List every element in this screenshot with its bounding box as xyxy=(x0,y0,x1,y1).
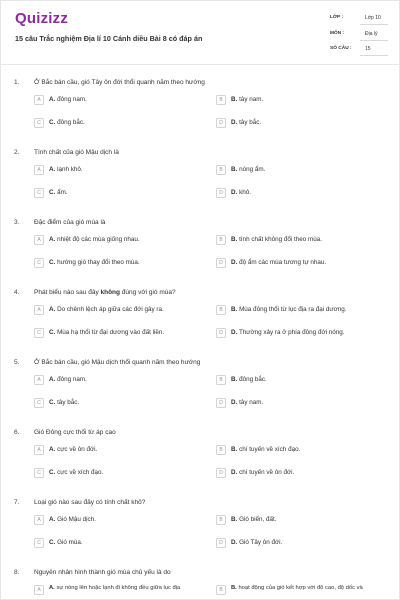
option-prefix: D. xyxy=(231,259,238,266)
count-value: 15 xyxy=(365,46,371,52)
question-7 xyxy=(0,499,400,569)
subject-underline xyxy=(360,40,388,41)
question-text: Nguyên nhân hình thành gió mùa chủ yếu là do xyxy=(34,569,171,576)
question-number: 2. xyxy=(14,149,20,156)
option-a[interactable] xyxy=(34,305,164,317)
option-prefix: D. xyxy=(231,399,238,406)
option-text: ẩm. xyxy=(57,189,68,196)
option-prefix: C. xyxy=(49,119,56,126)
subject-label: MÔN : xyxy=(330,31,345,36)
question-text: Ở Bắc bán cầu, gió Tây ôn đới thổi quanh năm theo hướng xyxy=(34,79,205,86)
option-text: Gió biển, đất. xyxy=(239,516,277,523)
option-prefix: A. xyxy=(49,376,56,383)
question-text: Loại gió nào sau đây có tính chất khô? xyxy=(34,499,146,506)
option-letter-box: C xyxy=(34,188,44,198)
option-text: độ ẩm các mùa tương tự nhau. xyxy=(239,259,327,266)
option-text: hoạt động của gió kết hợp với độ cao, độ dốc và xyxy=(238,585,363,591)
option-letter-box: D xyxy=(216,538,226,548)
option-prefix: B. xyxy=(231,306,238,313)
option-prefix: D. xyxy=(231,119,238,126)
option-prefix: C. xyxy=(49,189,56,196)
question-text: Gió Đông cực thổi từ áp cao xyxy=(34,429,116,436)
option-prefix: A. xyxy=(49,446,56,453)
option-letter-box: A xyxy=(34,95,44,105)
question-5 xyxy=(0,359,400,429)
option-d[interactable] xyxy=(216,188,251,200)
option-a[interactable] xyxy=(34,515,96,527)
option-text: tính chất không đổi theo mùa. xyxy=(239,236,323,243)
option-letter-box: D xyxy=(216,188,226,198)
option-text: đông nam. xyxy=(57,96,87,103)
option-text: sự nóng lên hoặc lạnh đi không đều giữa lục địa xyxy=(56,585,181,591)
option-prefix: D. xyxy=(231,539,238,546)
option-text: nóng ẩm. xyxy=(239,166,266,173)
option-text: Gió mùa. xyxy=(57,539,83,546)
question-text: Tính chất của gió Mậu dịch là xyxy=(34,149,119,156)
option-prefix: C. xyxy=(49,539,56,546)
question-number: 6. xyxy=(14,429,20,436)
option-letter-box: B xyxy=(216,165,226,175)
option-letter-box: A xyxy=(34,165,44,175)
question-number: 7. xyxy=(14,499,20,506)
question-1 xyxy=(0,79,400,149)
option-b[interactable] xyxy=(216,235,322,247)
option-prefix: A. xyxy=(49,585,55,591)
option-letter-box: D xyxy=(216,468,226,478)
option-a[interactable] xyxy=(34,165,83,177)
option-letter-box: A xyxy=(34,585,44,595)
option-d[interactable] xyxy=(216,538,282,550)
option-c[interactable] xyxy=(34,258,140,270)
option-a[interactable] xyxy=(34,585,209,597)
option-letter-box: B xyxy=(216,445,226,455)
option-b[interactable] xyxy=(216,305,347,317)
question-number: 3. xyxy=(14,219,20,226)
question-number: 1. xyxy=(14,79,20,86)
option-d[interactable] xyxy=(216,468,294,480)
question-4 xyxy=(0,289,400,359)
option-letter-box: B xyxy=(216,375,226,385)
option-prefix: B. xyxy=(231,376,238,383)
option-text: chí tuyến về ôn đới. xyxy=(239,469,295,476)
option-prefix: B. xyxy=(231,516,238,523)
option-a[interactable] xyxy=(34,375,87,387)
question-8 xyxy=(0,569,400,600)
option-letter-box: C xyxy=(34,118,44,128)
option-letter-box: B xyxy=(216,235,226,245)
option-text: đông nam. xyxy=(57,376,87,383)
option-d[interactable] xyxy=(216,398,263,410)
option-text: tây nam. xyxy=(239,399,264,406)
option-letter-box: B xyxy=(216,585,226,595)
question-3 xyxy=(0,219,400,289)
question-6 xyxy=(0,429,400,499)
option-prefix: C. xyxy=(49,469,56,476)
option-b[interactable] xyxy=(216,515,277,527)
option-b[interactable] xyxy=(216,375,267,387)
option-c[interactable] xyxy=(34,398,79,410)
option-text: Thường xảy ra ở phía đông đới nóng. xyxy=(238,329,345,336)
option-text: hướng gió thay đổi theo mùa. xyxy=(57,259,140,266)
option-a[interactable] xyxy=(34,445,97,457)
option-letter-box: C xyxy=(34,468,44,478)
class-label: LỚP : xyxy=(330,15,344,20)
option-letter-box: D xyxy=(216,398,226,408)
option-prefix: B. xyxy=(231,236,238,243)
option-letter-box: D xyxy=(216,118,226,128)
option-text: tây bắc. xyxy=(57,399,80,406)
option-prefix: D. xyxy=(231,329,238,336)
option-prefix: B. xyxy=(231,446,238,453)
option-text: chí tuyến về xích đạo. xyxy=(239,446,301,453)
option-prefix: A. xyxy=(49,166,56,173)
option-text: cực về xích đạo. xyxy=(57,469,104,476)
option-prefix: A. xyxy=(49,306,56,313)
option-text: Gió Tây ôn đới. xyxy=(239,539,283,546)
question-text: Đặc điểm của gió mùa là xyxy=(34,219,106,226)
option-text: lạnh khô. xyxy=(57,166,83,173)
option-text: cực về ôn đới. xyxy=(57,446,98,453)
class-underline xyxy=(360,24,388,25)
option-text: đông bắc. xyxy=(239,376,267,383)
option-prefix: C. xyxy=(49,399,56,406)
option-prefix: A. xyxy=(49,516,56,523)
option-d[interactable] xyxy=(216,258,326,270)
quizizz-logo: Quizizz xyxy=(15,10,69,27)
option-letter-box: B xyxy=(216,95,226,105)
option-d[interactable] xyxy=(216,328,344,340)
option-prefix: C. xyxy=(49,329,56,336)
option-d[interactable] xyxy=(216,118,261,130)
option-text: khô. xyxy=(239,189,251,196)
option-letter-box: D xyxy=(216,258,226,268)
emphasis-word: không xyxy=(100,289,120,296)
option-b[interactable] xyxy=(216,165,265,177)
option-prefix: C. xyxy=(49,259,56,266)
option-letter-box: A xyxy=(34,305,44,315)
option-c[interactable] xyxy=(34,468,103,480)
option-prefix: D. xyxy=(231,469,238,476)
question-2 xyxy=(0,149,400,219)
option-text: đông bắc. xyxy=(57,119,85,126)
question-number: 5. xyxy=(14,359,20,366)
option-prefix: A. xyxy=(49,96,56,103)
option-letter-box: A xyxy=(34,235,44,245)
option-letter-box: C xyxy=(34,538,44,548)
option-prefix: A. xyxy=(49,236,56,243)
option-c[interactable] xyxy=(34,188,68,200)
subject-value: Địa lý xyxy=(365,31,378,37)
option-text: Gió Mậu dịch. xyxy=(57,516,96,523)
option-prefix: B. xyxy=(231,96,238,103)
header-divider xyxy=(0,64,400,65)
option-prefix: B. xyxy=(231,585,237,591)
option-letter-box: D xyxy=(216,328,226,338)
question-text-part: Phát biểu nào sau đây xyxy=(34,289,101,296)
option-b[interactable] xyxy=(216,445,300,457)
question-text xyxy=(34,289,176,296)
question-number: 4. xyxy=(14,289,20,296)
option-a[interactable] xyxy=(34,235,140,247)
option-a[interactable] xyxy=(34,95,87,107)
option-letter-box: C xyxy=(34,398,44,408)
option-text: Mùa đông thổi từ lục địa ra đại dương. xyxy=(239,306,347,313)
class-value: Lớp 10 xyxy=(365,15,381,21)
count-label: SỐ CÂU : xyxy=(330,46,352,51)
option-c[interactable] xyxy=(34,328,164,340)
count-underline xyxy=(360,55,388,56)
option-text: tây bắc. xyxy=(239,119,262,126)
option-c[interactable] xyxy=(34,538,83,550)
option-letter-box: B xyxy=(216,305,226,315)
option-b[interactable] xyxy=(216,95,263,107)
option-letter-box: C xyxy=(34,328,44,338)
option-text: Mùa hạ thổi từ đại dương vào đất liền. xyxy=(57,329,165,336)
option-text: nhiệt độ các mùa giống nhau. xyxy=(57,236,140,243)
option-letter-box: A xyxy=(34,445,44,455)
option-text: tây nam. xyxy=(239,96,264,103)
option-text: Do chênh lệch áp giữa các đới gây ra. xyxy=(57,306,164,313)
option-prefix: D. xyxy=(231,189,238,196)
option-b[interactable] xyxy=(216,585,391,597)
option-prefix: B. xyxy=(231,166,238,173)
option-letter-box: A xyxy=(34,375,44,385)
option-c[interactable] xyxy=(34,118,85,130)
question-text-part: đúng với gió mùa? xyxy=(120,289,176,296)
option-letter-box: A xyxy=(34,515,44,525)
option-letter-box: C xyxy=(34,258,44,268)
question-number: 8. xyxy=(14,569,20,576)
question-text: Ở Bắc bán cầu, gió Mậu dịch thổi quanh năm theo hướng xyxy=(34,359,201,366)
option-letter-box: B xyxy=(216,515,226,525)
worksheet-title: 15 câu Trắc nghiệm Địa lí 10 Cánh diều Bài 8 có đáp án xyxy=(15,34,203,43)
